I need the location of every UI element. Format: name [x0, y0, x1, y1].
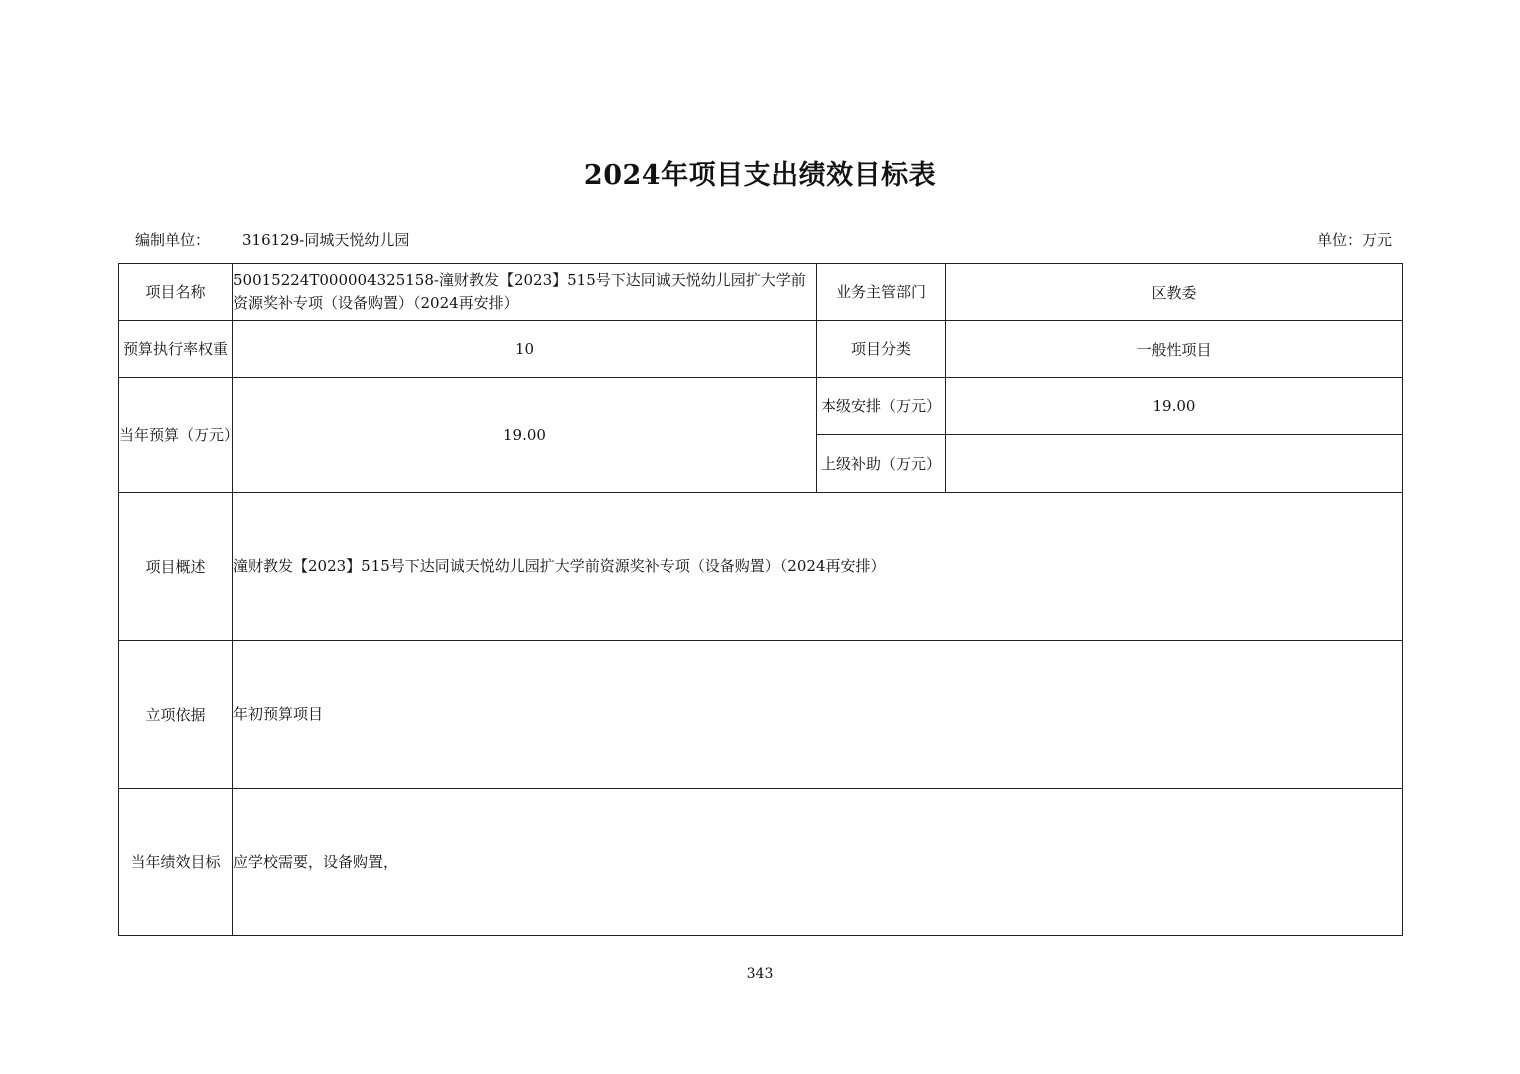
table-row: [119, 321, 1403, 378]
annual-budget-value: 19.00: [233, 378, 817, 493]
goal-label: 当年绩效目标: [119, 789, 233, 936]
upper-subsidy-label: 上级补助（万元）: [817, 435, 946, 493]
goal-value: 应学校需要，设备购置，: [233, 789, 1403, 936]
table-row: [119, 378, 1403, 435]
table-row: [119, 789, 1403, 936]
dept-value: 区教委: [946, 264, 1403, 321]
upper-subsidy-value: [946, 435, 1403, 493]
dept-label: 业务主管部门: [817, 264, 946, 321]
budget-rate-value: 10: [233, 321, 817, 378]
budget-rate-label: 预算执行率权重: [119, 321, 233, 378]
overview-label: 项目概述: [119, 493, 233, 641]
category-label: 项目分类: [817, 321, 946, 378]
unit-label: 单位：万元: [1316, 231, 1392, 249]
performance-table: [118, 263, 1403, 936]
table-row: [119, 493, 1403, 641]
local-arrangement-label: 本级安排（万元）: [817, 378, 946, 435]
overview-value: 潼财教发【2023】515号下达同诚天悦幼儿园扩大学前资源奖补专项（设备购置）（2024再安排）: [233, 493, 1403, 641]
annual-budget-label: 当年预算（万元）: [119, 378, 233, 493]
org-label: 编制单位：: [135, 231, 211, 249]
table-row: [119, 264, 1403, 321]
project-name-label: 项目名称: [119, 264, 233, 321]
page-title: 2024年项目支出绩效目标表: [583, 160, 937, 191]
basis-label: 立项依据: [119, 641, 233, 789]
local-arrangement-value: 19.00: [946, 378, 1403, 435]
page-number: 343: [746, 966, 774, 982]
category-value: 一般性项目: [946, 321, 1403, 378]
org-value: 316129-同城天悦幼儿园: [242, 231, 410, 249]
project-name-value: 50015224T000004325158-潼财教发【2023】515号下达同诚天悦幼儿园扩大学前资源奖补专项（设备购置）（2024再安排）: [233, 264, 817, 321]
table-row: [119, 641, 1403, 789]
basis-value: 年初预算项目: [233, 641, 1403, 789]
